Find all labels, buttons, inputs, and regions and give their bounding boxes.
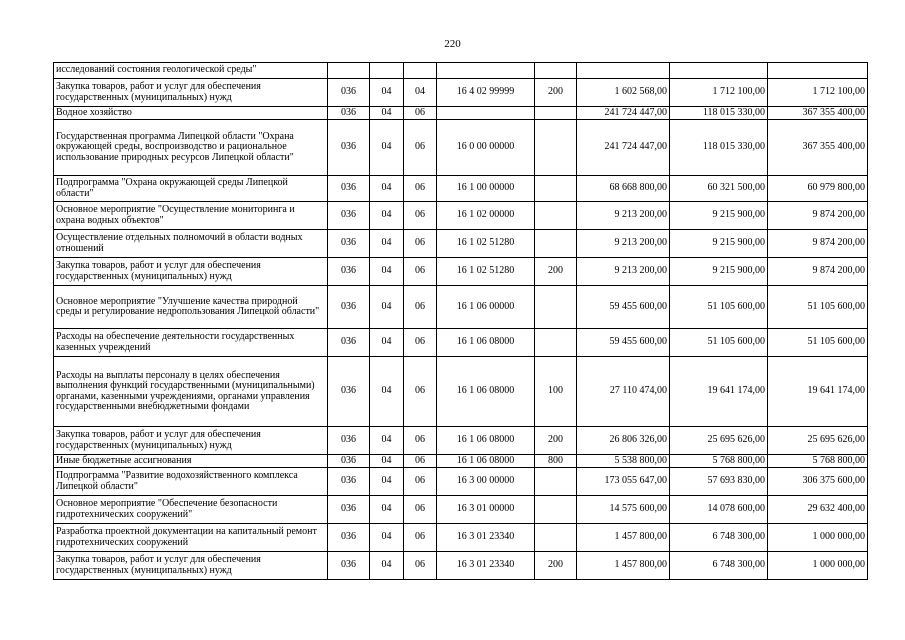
row-name-cell: Водное хозяйство <box>54 107 328 120</box>
row-name-cell: Закупка товаров, работ и услуг для обеспечения государственных (муниципальных) нужд <box>54 427 328 455</box>
amount-year3-cell: 1 000 000,00 <box>768 552 868 580</box>
amount-year2-cell: 6 748 300,00 <box>670 524 768 552</box>
table-row <box>54 258 868 286</box>
expense-type-cell <box>535 524 577 552</box>
amount-year1-cell: 68 668 800,00 <box>577 176 670 202</box>
amount-year2-cell: 9 215 900,00 <box>670 202 768 230</box>
section-code-cell: 04 <box>370 79 404 107</box>
expense-type-cell: 800 <box>535 455 577 468</box>
amount-year2-cell: 1 712 100,00 <box>670 79 768 107</box>
table-row <box>54 79 868 107</box>
target-article-cell: 16 3 01 00000 <box>437 496 535 524</box>
section-code-cell: 04 <box>370 455 404 468</box>
admin-code-cell: 036 <box>328 258 370 286</box>
table-row <box>54 63 868 79</box>
amount-year1-cell: 59 455 600,00 <box>577 329 670 357</box>
subsection-code-cell: 06 <box>404 202 437 230</box>
subsection-code-cell: 06 <box>404 258 437 286</box>
subsection-code-cell: 06 <box>404 357 437 427</box>
amount-year2-cell: 51 105 600,00 <box>670 329 768 357</box>
target-article-cell: 16 1 06 08000 <box>437 357 535 427</box>
subsection-code-cell: 06 <box>404 120 437 176</box>
amount-year1-cell: 1 457 800,00 <box>577 552 670 580</box>
subsection-code-cell: 06 <box>404 230 437 258</box>
admin-code-cell <box>328 63 370 79</box>
admin-code-cell: 036 <box>328 357 370 427</box>
expense-type-cell <box>535 468 577 496</box>
subsection-code-cell: 04 <box>404 79 437 107</box>
row-name-cell: Закупка товаров, работ и услуг для обеспечения государственных (муниципальных) нужд <box>54 258 328 286</box>
section-code-cell: 04 <box>370 230 404 258</box>
target-article-cell: 16 3 01 23340 <box>437 552 535 580</box>
row-name-cell: Иные бюджетные ассигнования <box>54 455 328 468</box>
amount-year3-cell: 9 874 200,00 <box>768 202 868 230</box>
table-row <box>54 427 868 455</box>
table-row <box>54 202 868 230</box>
target-article-cell: 16 4 02 99999 <box>437 79 535 107</box>
expense-type-cell: 100 <box>535 357 577 427</box>
amount-year2-cell: 57 693 830,00 <box>670 468 768 496</box>
table-row <box>54 120 868 176</box>
table-row <box>54 176 868 202</box>
section-code-cell: 04 <box>370 468 404 496</box>
target-article-cell: 16 0 00 00000 <box>437 120 535 176</box>
row-name-cell: Закупка товаров, работ и услуг для обеспечения государственных (муниципальных) нужд <box>54 79 328 107</box>
amount-year3-cell: 51 105 600,00 <box>768 286 868 329</box>
table-row <box>54 468 868 496</box>
section-code-cell: 04 <box>370 286 404 329</box>
row-name-cell: Осуществление отдельных полномочий в области водных отношений <box>54 230 328 258</box>
amount-year1-cell: 1 602 568,00 <box>577 79 670 107</box>
expense-type-cell <box>535 496 577 524</box>
row-name-cell: Государственная программа Липецкой области "Охрана окружающей среды, воспроизводство и рациональное использование природных ресурсов Липецкой области" <box>54 120 328 176</box>
amount-year3-cell: 367 355 400,00 <box>768 107 868 120</box>
section-code-cell: 04 <box>370 357 404 427</box>
subsection-code-cell: 06 <box>404 455 437 468</box>
table-row <box>54 286 868 329</box>
row-name-cell: Основное мероприятие "Обеспечение безопасности гидротехнических сооружений" <box>54 496 328 524</box>
amount-year1-cell <box>577 63 670 79</box>
subsection-code-cell: 06 <box>404 468 437 496</box>
target-article-cell <box>437 107 535 120</box>
section-code-cell: 04 <box>370 107 404 120</box>
subsection-code-cell: 06 <box>404 107 437 120</box>
table-row <box>54 552 868 580</box>
admin-code-cell: 036 <box>328 286 370 329</box>
admin-code-cell: 036 <box>328 496 370 524</box>
admin-code-cell: 036 <box>328 79 370 107</box>
section-code-cell: 04 <box>370 496 404 524</box>
table-row <box>54 230 868 258</box>
amount-year1-cell: 1 457 800,00 <box>577 524 670 552</box>
subsection-code-cell: 06 <box>404 176 437 202</box>
admin-code-cell: 036 <box>328 552 370 580</box>
subsection-code-cell: 06 <box>404 329 437 357</box>
subsection-code-cell: 06 <box>404 524 437 552</box>
expense-type-cell: 200 <box>535 552 577 580</box>
section-code-cell: 04 <box>370 524 404 552</box>
subsection-code-cell: 06 <box>404 552 437 580</box>
admin-code-cell: 036 <box>328 468 370 496</box>
section-code-cell: 04 <box>370 202 404 230</box>
target-article-cell: 16 1 02 00000 <box>437 202 535 230</box>
amount-year2-cell: 60 321 500,00 <box>670 176 768 202</box>
amount-year2-cell: 5 768 800,00 <box>670 455 768 468</box>
amount-year2-cell: 118 015 330,00 <box>670 107 768 120</box>
expense-type-cell <box>535 329 577 357</box>
section-code-cell: 04 <box>370 176 404 202</box>
target-article-cell: 16 1 06 08000 <box>437 329 535 357</box>
table-row <box>54 524 868 552</box>
admin-code-cell: 036 <box>328 176 370 202</box>
amount-year2-cell: 25 695 626,00 <box>670 427 768 455</box>
row-name-cell: Закупка товаров, работ и услуг для обеспечения государственных (муниципальных) нужд <box>54 552 328 580</box>
target-article-cell: 16 1 00 00000 <box>437 176 535 202</box>
subsection-code-cell: 06 <box>404 286 437 329</box>
target-article-cell: 16 1 02 51280 <box>437 230 535 258</box>
amount-year3-cell <box>768 63 868 79</box>
admin-code-cell: 036 <box>328 107 370 120</box>
row-name-cell: Подпрограмма "Охрана окружающей среды Липецкой области" <box>54 176 328 202</box>
amount-year3-cell: 19 641 174,00 <box>768 357 868 427</box>
expense-type-cell: 200 <box>535 258 577 286</box>
amount-year1-cell: 241 724 447,00 <box>577 120 670 176</box>
row-name-cell: Расходы на выплаты персоналу в целях обеспечения выполнения функций государственными (муниципальными) органами, казенными учреждениями, органами управления государственными внебюджетными фондами <box>54 357 328 427</box>
table-row <box>54 107 868 120</box>
amount-year2-cell: 19 641 174,00 <box>670 357 768 427</box>
expense-type-cell <box>535 286 577 329</box>
amount-year1-cell: 59 455 600,00 <box>577 286 670 329</box>
target-article-cell: 16 1 02 51280 <box>437 258 535 286</box>
subsection-code-cell: 06 <box>404 496 437 524</box>
table-row <box>54 496 868 524</box>
section-code-cell: 04 <box>370 258 404 286</box>
target-article-cell: 16 3 01 23340 <box>437 524 535 552</box>
budget-table <box>53 62 868 580</box>
target-article-cell <box>437 63 535 79</box>
expense-type-cell <box>535 120 577 176</box>
section-code-cell: 04 <box>370 552 404 580</box>
amount-year3-cell: 9 874 200,00 <box>768 230 868 258</box>
row-name-cell: Подпрограмма "Развитие водохозяйственного комплекса Липецкой области" <box>54 468 328 496</box>
target-article-cell: 16 3 00 00000 <box>437 468 535 496</box>
expense-type-cell <box>535 230 577 258</box>
section-code-cell <box>370 63 404 79</box>
amount-year3-cell: 5 768 800,00 <box>768 455 868 468</box>
amount-year3-cell: 1 712 100,00 <box>768 79 868 107</box>
amount-year2-cell: 6 748 300,00 <box>670 552 768 580</box>
amount-year1-cell: 5 538 800,00 <box>577 455 670 468</box>
row-name-cell: Расходы на обеспечение деятельности государственных казенных учреждений <box>54 329 328 357</box>
amount-year3-cell: 9 874 200,00 <box>768 258 868 286</box>
subsection-code-cell <box>404 63 437 79</box>
amount-year3-cell: 51 105 600,00 <box>768 329 868 357</box>
amount-year2-cell: 9 215 900,00 <box>670 230 768 258</box>
section-code-cell: 04 <box>370 427 404 455</box>
admin-code-cell: 036 <box>328 455 370 468</box>
subsection-code-cell: 06 <box>404 427 437 455</box>
expense-type-cell <box>535 202 577 230</box>
expense-type-cell <box>535 107 577 120</box>
amount-year2-cell: 14 078 600,00 <box>670 496 768 524</box>
row-name-cell: Разработка проектной документации на капитальный ремонт гидротехнических сооружений <box>54 524 328 552</box>
amount-year1-cell: 9 213 200,00 <box>577 202 670 230</box>
amount-year1-cell: 173 055 647,00 <box>577 468 670 496</box>
amount-year1-cell: 9 213 200,00 <box>577 230 670 258</box>
amount-year3-cell: 25 695 626,00 <box>768 427 868 455</box>
row-name-cell: исследований состояния геологической среды" <box>54 63 328 79</box>
amount-year2-cell: 118 015 330,00 <box>670 120 768 176</box>
table-row <box>54 455 868 468</box>
amount-year2-cell: 51 105 600,00 <box>670 286 768 329</box>
row-name-cell: Основное мероприятие "Осуществление мониторинга и охрана водных объектов" <box>54 202 328 230</box>
admin-code-cell: 036 <box>328 329 370 357</box>
admin-code-cell: 036 <box>328 120 370 176</box>
target-article-cell: 16 1 06 08000 <box>437 455 535 468</box>
target-article-cell: 16 1 06 08000 <box>437 427 535 455</box>
row-name-cell: Основное мероприятие "Улучшение качества природной среды и регулирование недропользования Липецкой области" <box>54 286 328 329</box>
amount-year3-cell: 1 000 000,00 <box>768 524 868 552</box>
table-row <box>54 357 868 427</box>
target-article-cell: 16 1 06 00000 <box>437 286 535 329</box>
section-code-cell: 04 <box>370 120 404 176</box>
expense-type-cell <box>535 63 577 79</box>
amount-year3-cell: 60 979 800,00 <box>768 176 868 202</box>
amount-year3-cell: 306 375 600,00 <box>768 468 868 496</box>
amount-year1-cell: 241 724 447,00 <box>577 107 670 120</box>
amount-year3-cell: 367 355 400,00 <box>768 120 868 176</box>
expense-type-cell: 200 <box>535 79 577 107</box>
admin-code-cell: 036 <box>328 524 370 552</box>
expense-type-cell <box>535 176 577 202</box>
admin-code-cell: 036 <box>328 202 370 230</box>
section-code-cell: 04 <box>370 329 404 357</box>
amount-year1-cell: 14 575 600,00 <box>577 496 670 524</box>
page-number: 220 <box>444 38 461 50</box>
admin-code-cell: 036 <box>328 230 370 258</box>
table-row <box>54 329 868 357</box>
expense-type-cell: 200 <box>535 427 577 455</box>
amount-year2-cell: 9 215 900,00 <box>670 258 768 286</box>
amount-year1-cell: 9 213 200,00 <box>577 258 670 286</box>
amount-year2-cell <box>670 63 768 79</box>
amount-year1-cell: 26 806 326,00 <box>577 427 670 455</box>
admin-code-cell: 036 <box>328 427 370 455</box>
amount-year1-cell: 27 110 474,00 <box>577 357 670 427</box>
amount-year3-cell: 29 632 400,00 <box>768 496 868 524</box>
